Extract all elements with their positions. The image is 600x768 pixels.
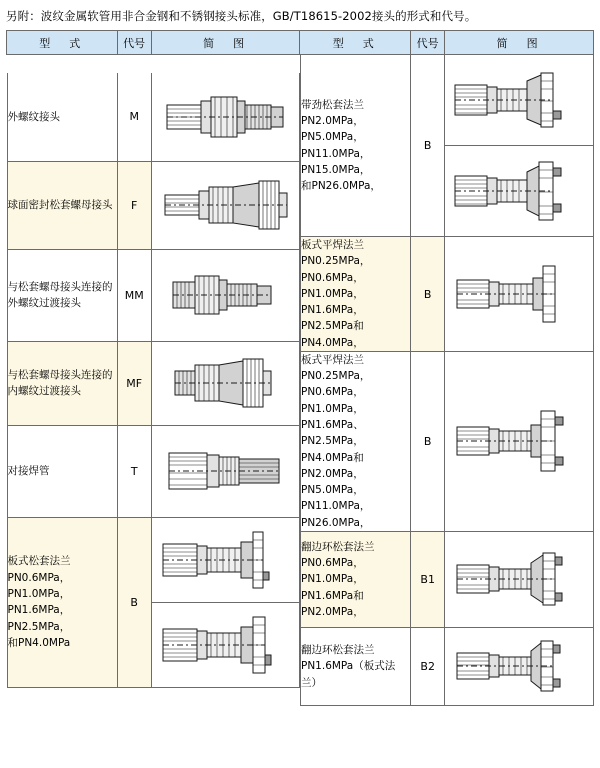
header-figure-left: 简 图 (151, 31, 300, 55)
row-code-label: B (411, 237, 445, 352)
table-body-row (7, 55, 594, 706)
row-figure (445, 627, 593, 705)
row-code-label: B1 (411, 531, 445, 627)
header-code-left: 代号 (117, 31, 151, 55)
table-row (300, 237, 593, 352)
row-figure (151, 249, 299, 341)
row-type-label: 对接焊管 (7, 425, 117, 517)
row-code-label: M (117, 73, 151, 161)
row-figure (151, 161, 299, 249)
plate-lap-joint-flange-diagram (155, 520, 295, 600)
row-type-label: 带劲松套法兰 PN2.0MPa，PN5.0MPa， PN11.0MPa，PN15.0MPa， 和PN26.0MPa， (300, 55, 410, 237)
row-type-label: 翻边环松套法兰 PN0.6MPa，PN1.0MPa， PN1.6MPa和PN2.0MPa， (300, 531, 410, 627)
row-figure (151, 425, 299, 517)
row-type-label: 外螺纹接头 (7, 73, 117, 161)
table-row (7, 73, 299, 161)
flanged-ring-lap-joint-flange-diagram (449, 533, 589, 625)
row-code-label: T (117, 425, 151, 517)
row-figure (151, 341, 299, 425)
spec-table (6, 30, 594, 706)
row-type-label: 板式平焊法兰 PN0.25MPa，PN0.6MPa， PN1.0MPa，PN1.6MPa， PN2.5MPa和PN4.0MPa， (300, 237, 410, 352)
table-row (7, 249, 299, 341)
plate-lap-joint-flange-diagram-2 (155, 605, 295, 685)
row-code-label: F (117, 161, 151, 249)
row-type-label: 球面密封松套螺母接头 (7, 161, 117, 249)
butt-weld-pipe-diagram (155, 427, 295, 515)
table-row (7, 425, 299, 517)
female-thread-transition-connector-diagram (155, 343, 295, 423)
row-type-label: 与松套螺母接头连接的外螺纹过渡接头 (7, 249, 117, 341)
figure-upper (152, 518, 299, 603)
row-code-label: B (411, 351, 445, 531)
spherical-seal-union-nut-connector-diagram (155, 163, 295, 247)
right-half-container (300, 55, 594, 706)
row-type-label: 板式松套法兰 PN0.6MPa，PN1.0MPa， PN1.6MPa，PN2.5MPa， 和PN4.0MPa (7, 517, 117, 687)
figure-upper (445, 55, 592, 146)
male-thread-transition-connector-diagram (155, 252, 295, 338)
row-code-label: MF (117, 341, 151, 425)
table-row (300, 627, 593, 705)
table-row (300, 531, 593, 627)
left-subtable (7, 73, 300, 688)
row-figure (151, 73, 299, 161)
flanged-ring-lap-joint-flange-2-diagram (449, 629, 589, 703)
row-type-label: 翻边环松套法兰 PN1.6MPa（板式法兰） (300, 627, 410, 705)
row-figure (151, 517, 299, 687)
row-type-label: 板式平焊法兰 PN0.25MPa，PN0.6MPa， PN1.0MPa，PN1.6MPa、 PN2.5MPa，PN4.0MPa和 PN2.0MPa，PN5.0MPa， PN11.0MPa，PN26.0MPa， (300, 351, 410, 531)
row-code-label: MM (117, 249, 151, 341)
ribbed-lap-joint-flange-diagram (449, 57, 589, 143)
table-row (300, 351, 593, 531)
table-row (300, 55, 593, 237)
row-code-label: B (117, 517, 151, 687)
plate-slip-on-welding-flange-2-diagram (449, 391, 589, 491)
row-figure (445, 237, 593, 352)
figure-lower (445, 146, 592, 236)
left-half-container (7, 55, 300, 706)
right-subtable (300, 55, 594, 706)
page-title: 另附：波纹金属软管用非合金钢和不锈钢接头标准，GB/T18615-2002接头的形式和代号。 (6, 9, 477, 23)
row-code-label: B2 (411, 627, 445, 705)
male-thread-connector-diagram (155, 75, 295, 159)
table-header-row (7, 31, 594, 55)
header-type-right: 型 式 (300, 31, 411, 55)
header-code-right: 代号 (411, 31, 445, 55)
table-row (7, 341, 299, 425)
table-row (7, 161, 299, 249)
plate-slip-on-welding-flange-diagram (449, 250, 589, 338)
table-row (7, 517, 299, 687)
row-figure (445, 351, 593, 531)
row-figure (445, 55, 593, 237)
row-code-label: B (411, 55, 445, 237)
row-figure (445, 531, 593, 627)
header-type-left: 型 式 (7, 31, 118, 55)
header-figure-right: 简 图 (445, 31, 594, 55)
figure-lower (152, 603, 299, 687)
row-type-label: 与松套螺母接头连接的内螺纹过渡接头 (7, 341, 117, 425)
ribbed-lap-joint-flange-diagram-2 (449, 148, 589, 234)
